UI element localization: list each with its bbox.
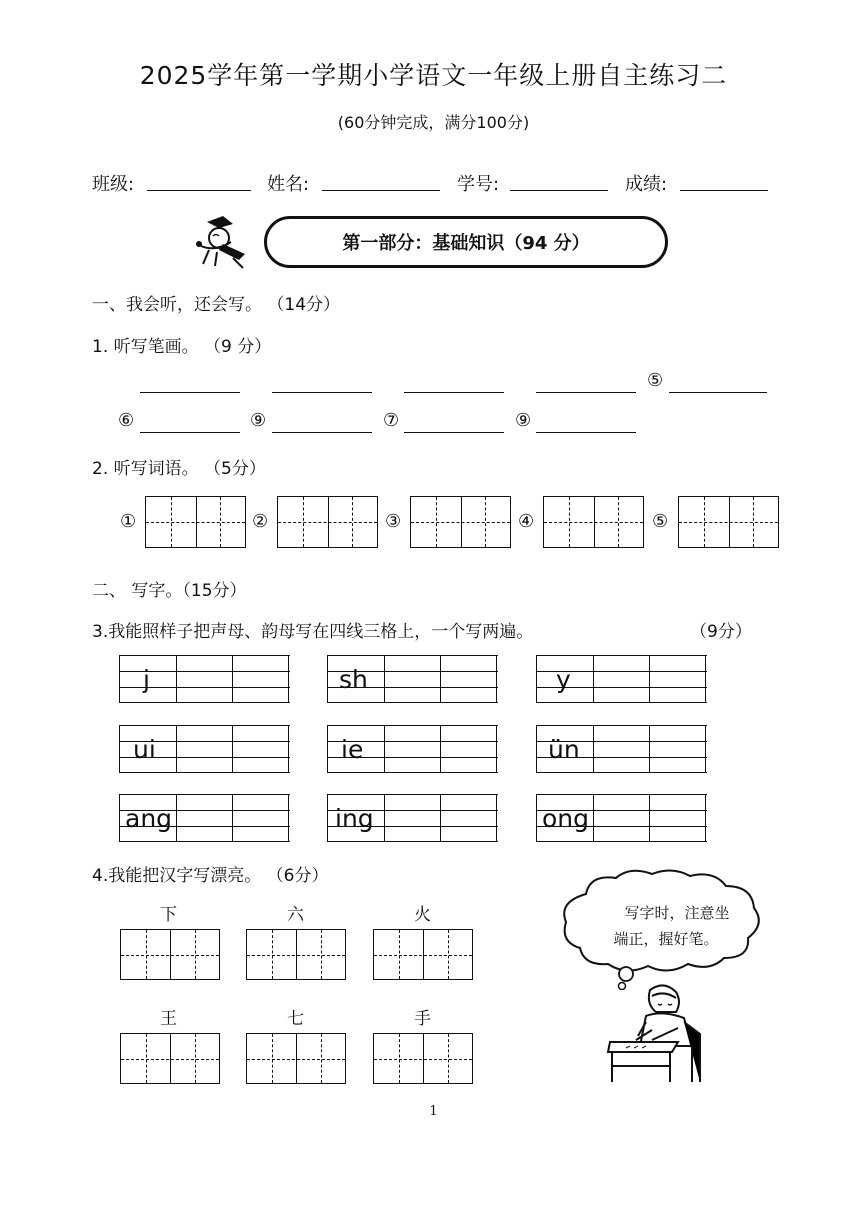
tip-line-2: 端正，握好笔。: [613, 930, 719, 948]
pinyin-sample: y: [556, 665, 571, 694]
word-grid[interactable]: [678, 496, 779, 548]
field-number-label: 学号:: [457, 174, 500, 195]
tianzige-grid[interactable]: [373, 1033, 473, 1084]
stroke-blank[interactable]: [404, 432, 504, 433]
pinyin-grid[interactable]: [536, 725, 707, 773]
pinyin-grid[interactable]: [119, 794, 290, 842]
page-number: 1: [429, 1104, 438, 1119]
word-number: ②: [252, 511, 269, 532]
word-grid[interactable]: [277, 496, 378, 548]
stroke-blank[interactable]: [272, 432, 372, 433]
hanzi-sample: 火: [414, 905, 431, 925]
word-number: ③: [385, 511, 402, 532]
hanzi-sample: 王: [160, 1009, 177, 1029]
stroke-number: ⑦: [383, 410, 400, 431]
pinyin-sample: ong: [542, 804, 590, 833]
pinyin-grid[interactable]: [536, 794, 707, 842]
word-number: ①: [120, 511, 137, 532]
pinyin-sample: ui: [133, 735, 156, 764]
stroke-blank[interactable]: [140, 392, 240, 393]
word-number: ④: [518, 511, 535, 532]
pinyin-grid[interactable]: [327, 725, 498, 773]
field-name-blank[interactable]: [322, 190, 440, 191]
stroke-number: ⑥: [118, 410, 135, 431]
scholar-mascot-icon: [193, 214, 253, 270]
stroke-blank[interactable]: [669, 392, 767, 393]
page-title: 2025学年第一学期小学语文一年级上册自主练习二: [139, 61, 728, 90]
field-score-blank[interactable]: [680, 190, 768, 191]
pinyin-sample: sh: [339, 665, 368, 694]
q3-heading: 3.我能照样子把声母、韵母写在四线三格上，一个写两遍。: [92, 622, 534, 642]
tip-text: [580, 900, 760, 952]
stroke-blank[interactable]: [272, 392, 372, 393]
field-number-blank[interactable]: [510, 190, 608, 191]
field-class-label: 班级:: [92, 174, 135, 195]
hanzi-sample: 七: [287, 1009, 304, 1029]
part-one-banner: 第一部分：基础知识（94 分）: [264, 216, 668, 268]
word-grid[interactable]: [145, 496, 246, 548]
stroke-blank[interactable]: [536, 432, 636, 433]
tip-line-1: 写字时，注意坐: [624, 904, 730, 922]
hanzi-sample: 手: [414, 1009, 431, 1029]
section-two-heading: 二、 写字。（15分）: [92, 581, 247, 601]
pinyin-grid[interactable]: [119, 655, 290, 703]
child-writing-icon: [606, 982, 706, 1084]
q1-heading: 1. 听写笔画。 （9 分）: [92, 337, 272, 357]
field-name-label: 姓名:: [267, 174, 310, 195]
field-score-label: 成绩:: [625, 174, 668, 195]
tianzige-grid[interactable]: [246, 929, 346, 980]
pinyin-grid[interactable]: [536, 655, 707, 703]
page-subtitle: (60分钟完成，满分100分): [337, 113, 530, 132]
tianzige-grid[interactable]: [373, 929, 473, 980]
pinyin-sample: ie: [341, 735, 364, 764]
field-class-blank[interactable]: [147, 190, 251, 191]
stroke-number: ⑤: [647, 370, 664, 391]
q2-heading: 2. 听写词语。 （5分）: [92, 459, 266, 479]
pinyin-grid[interactable]: [327, 794, 498, 842]
section-one-heading: 一、我会听，还会写。 （14分）: [92, 295, 341, 315]
pinyin-sample: ang: [125, 804, 173, 833]
stroke-number: ⑨: [515, 410, 532, 431]
pinyin-grid[interactable]: [119, 725, 290, 773]
stroke-number: ⑨: [250, 410, 267, 431]
pinyin-sample: j: [143, 665, 150, 694]
word-grid[interactable]: [543, 496, 644, 548]
word-number: ⑤: [652, 511, 669, 532]
word-grid[interactable]: [410, 496, 511, 548]
hanzi-sample: 下: [160, 905, 177, 925]
q3-score: （9分）: [690, 622, 752, 642]
tianzige-grid[interactable]: [246, 1033, 346, 1084]
tianzige-grid[interactable]: [120, 1033, 220, 1084]
stroke-blank[interactable]: [140, 432, 240, 433]
pinyin-grid[interactable]: [327, 655, 498, 703]
hanzi-sample: 六: [287, 905, 304, 925]
pinyin-sample: ing: [335, 804, 374, 833]
tianzige-grid[interactable]: [120, 929, 220, 980]
stroke-blank[interactable]: [404, 392, 504, 393]
pinyin-sample: ün: [548, 735, 580, 764]
stroke-blank[interactable]: [536, 392, 636, 393]
q4-heading: 4.我能把汉字写漂亮。 （6分）: [92, 866, 329, 886]
